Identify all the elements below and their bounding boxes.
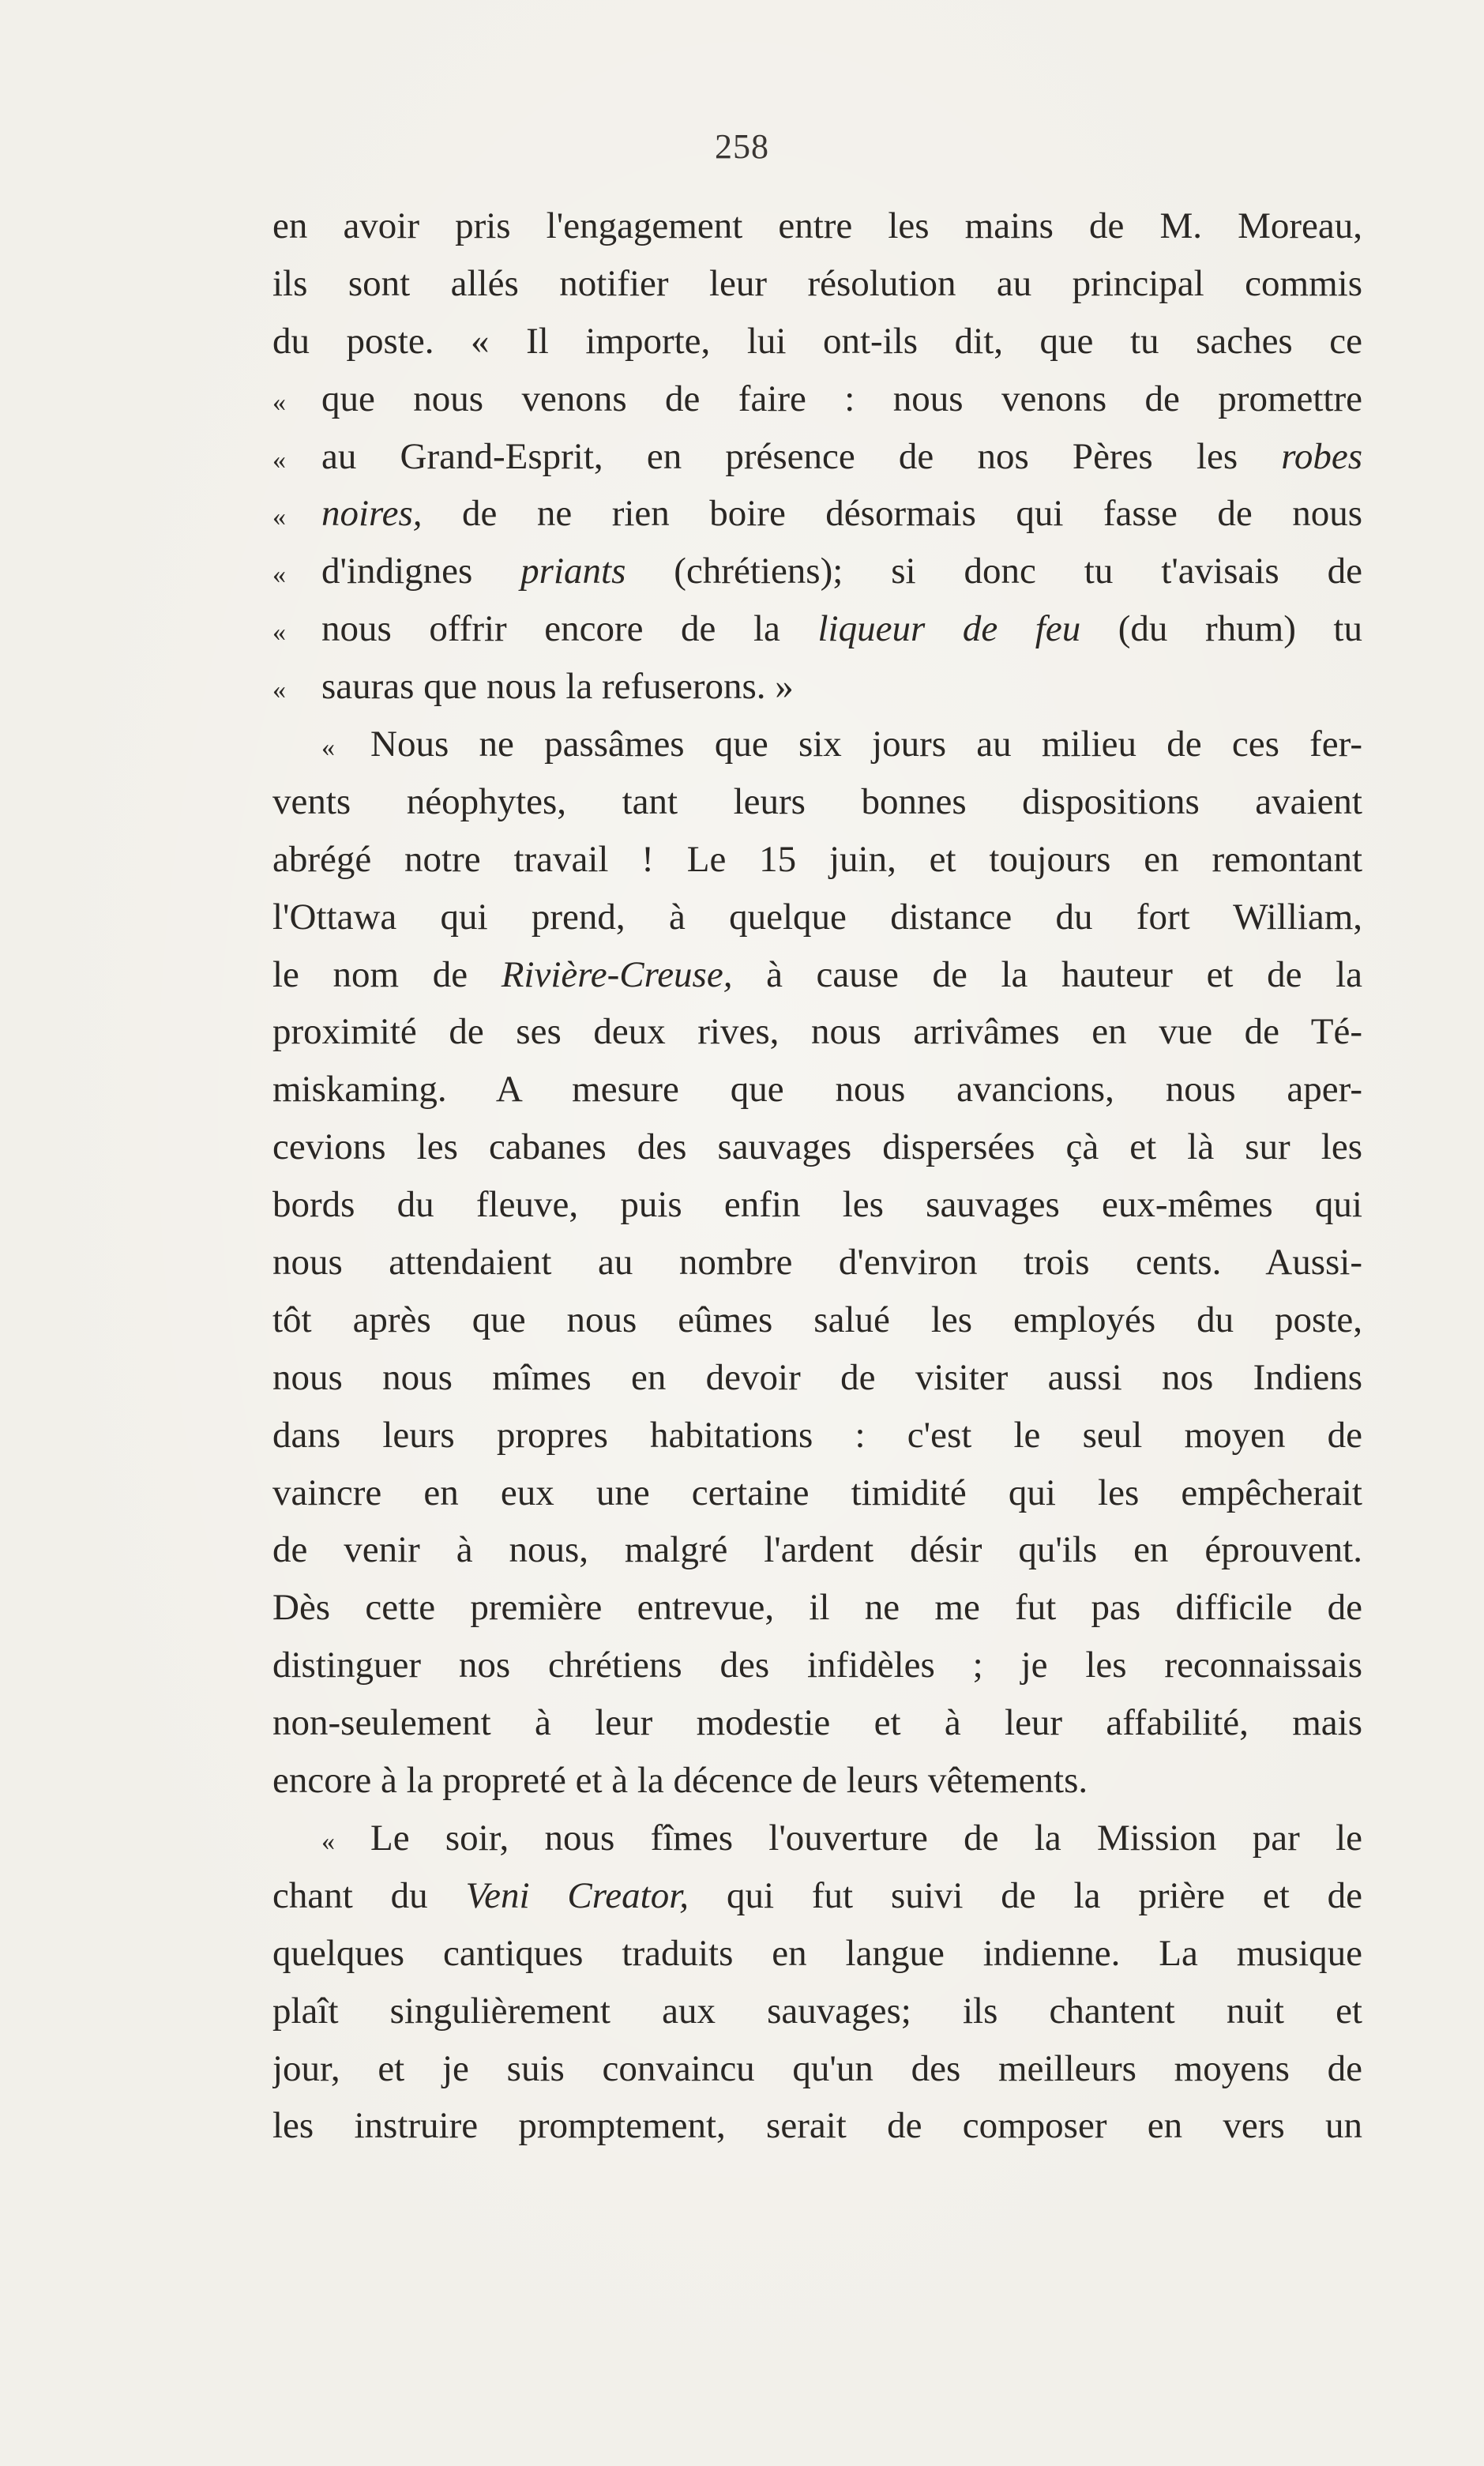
text-line bbox=[272, 1291, 1362, 1349]
text-line bbox=[272, 1637, 1362, 1694]
text-segment: proximité de ses deux rives, nous arrivâmes en vue de Té- bbox=[272, 1011, 1362, 1053]
text-line bbox=[272, 1061, 1362, 1118]
text-line bbox=[272, 1003, 1362, 1061]
quote-mark: « bbox=[321, 1826, 335, 1856]
text-segment: à cause de la hauteur et de la bbox=[732, 953, 1362, 995]
text-segment: bords du fleuve, puis enfin les sauvages eux-mêmes qui bbox=[272, 1184, 1362, 1226]
body-text bbox=[272, 197, 1362, 2155]
text-line bbox=[272, 889, 1362, 946]
text-segment: que nous venons de faire : nous venons de promettre bbox=[321, 378, 1362, 419]
text-line bbox=[272, 1579, 1362, 1637]
italic-segment: robes bbox=[1281, 435, 1362, 477]
text-segment: distinguer nos chrétiens des infidèles ; je les reconnaissais bbox=[272, 1645, 1362, 1686]
text-segment: vents néophytes, tant leurs bonnes dispositions avaient bbox=[272, 780, 1362, 822]
text-segment: nous offrir encore de la bbox=[321, 608, 818, 650]
text-line bbox=[272, 946, 1362, 1004]
quote-mark: « bbox=[272, 445, 286, 475]
text-segment: abrégé notre travail ! Le 15 juin, et toujours en remontant bbox=[272, 838, 1362, 880]
text-segment: (chrétiens); si donc tu t'avisais de bbox=[626, 551, 1362, 592]
text-line bbox=[272, 1464, 1362, 1522]
text-line bbox=[272, 428, 1362, 486]
text-line bbox=[272, 485, 1362, 543]
text-line bbox=[272, 831, 1362, 889]
text-segment: miskaming. A mesure que nous avancions, nous aper- bbox=[272, 1069, 1362, 1111]
text-segment: de ne rien boire désormais qui fasse de nous bbox=[422, 493, 1362, 535]
text-segment: sauras que nous la refuserons. » bbox=[321, 666, 794, 708]
text-line bbox=[272, 773, 1362, 831]
text-segment: en avoir pris l'engagement entre les mains de M. Moreau, bbox=[272, 205, 1362, 246]
quote-mark: « bbox=[272, 502, 286, 532]
text-segment: ils sont allés notifier leur résolution au principal commis bbox=[272, 262, 1362, 304]
text-segment: Dès cette première entrevue, il ne me fut pas difficile de bbox=[272, 1587, 1362, 1629]
text-line bbox=[272, 255, 1362, 313]
italic-segment: Veni Creator, bbox=[465, 1874, 689, 1916]
text-segment: tôt après que nous eûmes salué les employés du poste, bbox=[272, 1299, 1362, 1340]
text-segment: les instruire promptement, serait de composer en vers un bbox=[272, 2105, 1362, 2147]
text-segment: l'Ottawa qui prend, à quelque distance du fort William, bbox=[272, 896, 1362, 938]
text-line bbox=[272, 1752, 1362, 1810]
text-line bbox=[272, 543, 1362, 600]
text-line bbox=[272, 1118, 1362, 1176]
text-line bbox=[272, 1983, 1362, 2040]
text-line bbox=[272, 197, 1362, 255]
text-line bbox=[272, 1810, 1362, 1867]
text-line bbox=[272, 2040, 1362, 2098]
text-line bbox=[272, 716, 1362, 773]
text-segment: quelques cantiques traduits en langue indienne. La musique bbox=[272, 1932, 1362, 1974]
text-line bbox=[272, 1521, 1362, 1579]
text-line bbox=[272, 600, 1362, 658]
text-segment: plaît singulièrement aux sauvages; ils chantent nuit et bbox=[272, 1990, 1362, 2032]
italic-segment: Rivière-Creuse, bbox=[501, 953, 733, 995]
text-segment: le nom de bbox=[272, 953, 502, 995]
text-line bbox=[272, 1407, 1362, 1464]
text-line bbox=[272, 658, 1362, 716]
text-segment: non-seulement à leur modestie et à leur affabilité, mais bbox=[272, 1702, 1362, 1744]
text-segment: chant du bbox=[272, 1874, 466, 1916]
text-line bbox=[272, 370, 1362, 428]
italic-segment: liqueur de feu bbox=[817, 608, 1081, 650]
text-segment: (du rhum) tu bbox=[1080, 608, 1362, 650]
text-segment: qui fut suivi de la prière et de bbox=[689, 1874, 1362, 1916]
text-segment: jour, et je suis convaincu qu'un des meilleurs moyens de bbox=[272, 2047, 1362, 2089]
text-segment: nous attendaient au nombre d'environ trois cents. Aussi- bbox=[272, 1242, 1362, 1284]
text-segment: du poste. « Il importe, lui ont-ils dit, que tu saches ce bbox=[272, 320, 1362, 362]
text-line bbox=[272, 1867, 1362, 1925]
text-line bbox=[272, 313, 1362, 370]
text-segment: cevions les cabanes des sauvages dispersées çà et là sur les bbox=[272, 1126, 1362, 1168]
text-line bbox=[272, 1176, 1362, 1234]
text-line bbox=[272, 1349, 1362, 1407]
text-segment: nous nous mîmes en devoir de visiter aussi nos Indiens bbox=[272, 1356, 1362, 1398]
text-segment: encore à la propreté et à la décence de leurs vêtements. bbox=[272, 1760, 1088, 1802]
text-segment: au Grand-Esprit, en présence de nos Pères les bbox=[321, 435, 1282, 477]
quote-mark: « bbox=[272, 618, 286, 648]
text-segment: dans leurs propres habitations : c'est le seul moyen de bbox=[272, 1414, 1362, 1456]
quote-mark: « bbox=[272, 387, 286, 417]
italic-segment: noires, bbox=[321, 493, 423, 535]
text-line bbox=[272, 1694, 1362, 1752]
text-segment: Nous ne passâmes que six jours au milieu de ces fer- bbox=[370, 724, 1362, 765]
page-number: 258 bbox=[715, 127, 769, 166]
text-line bbox=[272, 1234, 1362, 1291]
text-segment: d'indignes bbox=[321, 551, 521, 592]
quote-mark: « bbox=[272, 560, 286, 590]
italic-segment: priants bbox=[520, 551, 626, 592]
text-segment: de venir à nous, malgré l'ardent désir qu'ils en éprouvent. bbox=[272, 1529, 1362, 1571]
quote-mark: « bbox=[321, 733, 335, 763]
text-segment: Le soir, nous fîmes l'ouverture de la Mission par le bbox=[370, 1817, 1362, 1859]
text-line bbox=[272, 1925, 1362, 1983]
quote-mark: « bbox=[272, 675, 286, 705]
text-line bbox=[272, 2097, 1362, 2155]
text-segment: vaincre en eux une certaine timidité qui les empêcherait bbox=[272, 1472, 1362, 1513]
